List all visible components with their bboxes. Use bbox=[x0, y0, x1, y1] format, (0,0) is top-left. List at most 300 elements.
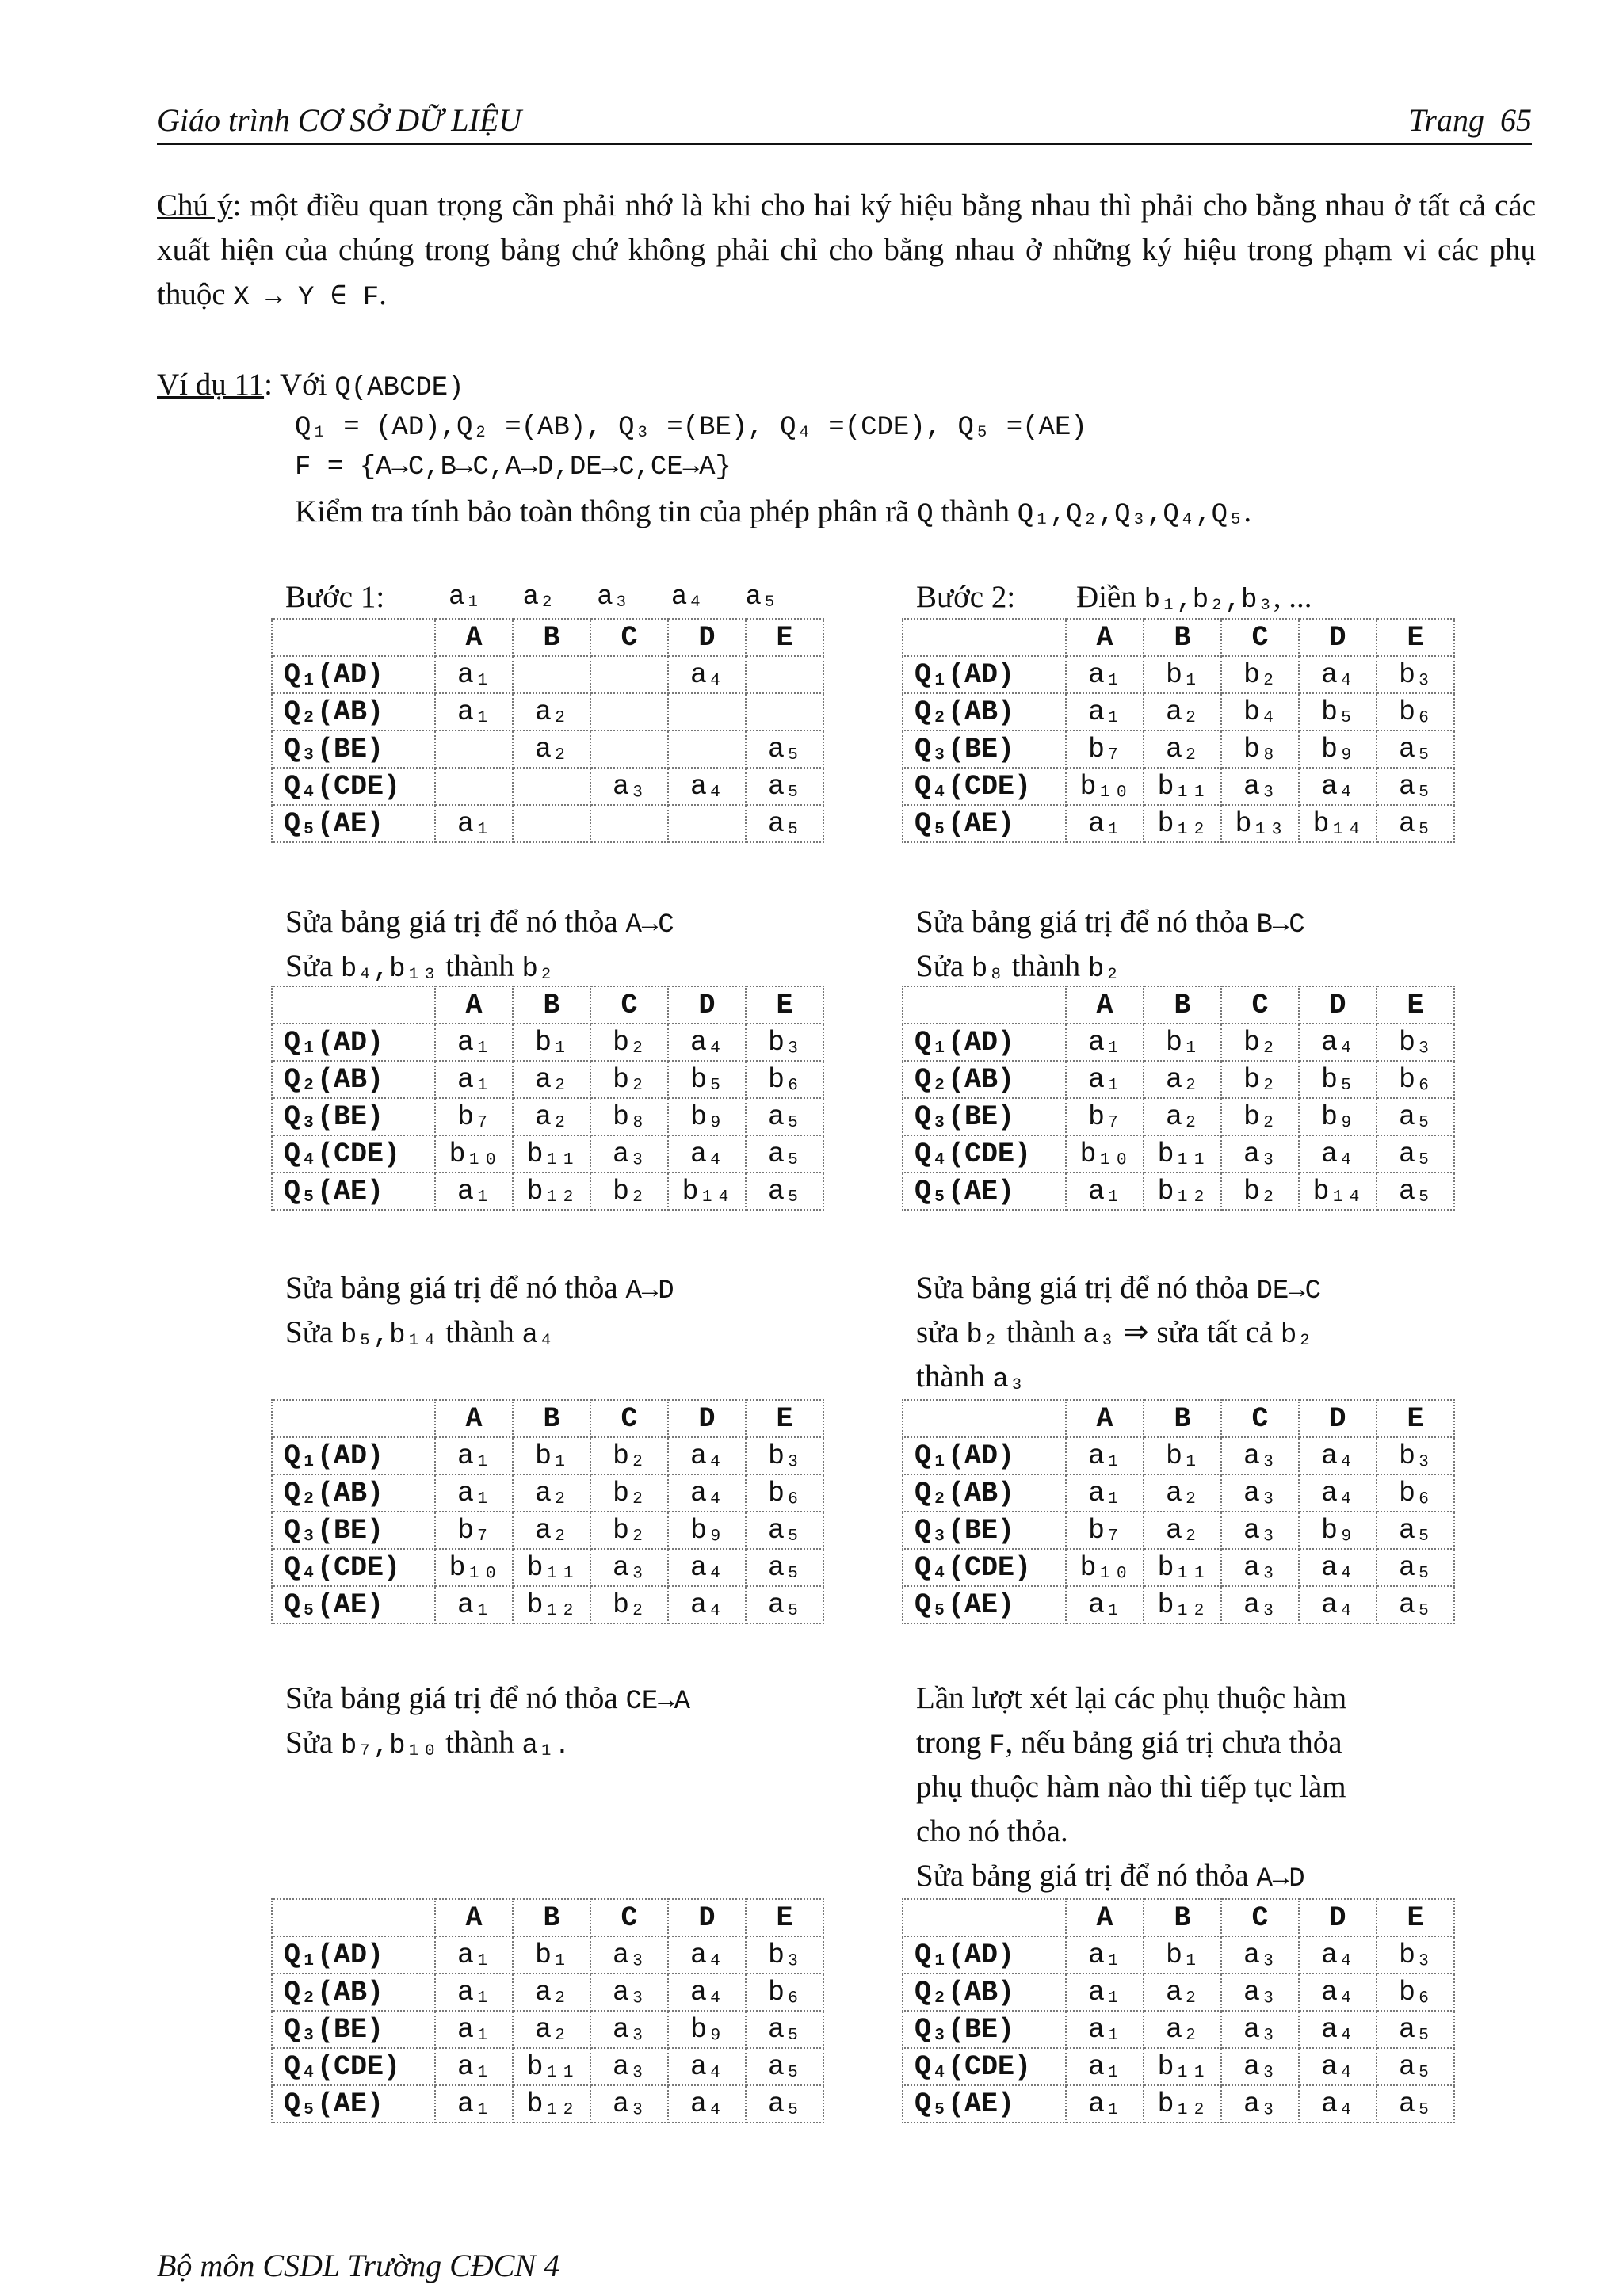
table-row bbox=[272, 1549, 823, 1586]
table-cell: a₁ bbox=[435, 656, 513, 693]
table-cell: b₁₀ bbox=[1066, 768, 1144, 805]
column-header bbox=[272, 1899, 435, 1936]
table-cell: a₃ bbox=[1221, 2085, 1299, 2122]
table-cell: a₁ bbox=[435, 1586, 513, 1623]
row-label: Q₄(CDE) bbox=[903, 1549, 1066, 1586]
table-cell: b₁₄ bbox=[668, 1173, 746, 1210]
table-row bbox=[272, 693, 823, 730]
table-row bbox=[903, 1512, 1454, 1549]
row-label: Q₄(CDE) bbox=[903, 768, 1066, 805]
table-cell: b₇ bbox=[435, 1512, 513, 1549]
table-cell: b₁₁ bbox=[1144, 1135, 1221, 1173]
row-label: Q₁(AD) bbox=[903, 1936, 1066, 1974]
table-cell: a₅ bbox=[746, 1098, 823, 1135]
table-row bbox=[272, 2011, 823, 2048]
row-label: Q₅(AE) bbox=[272, 805, 435, 842]
row-label: Q₂(AB) bbox=[272, 1061, 435, 1098]
column-header bbox=[903, 1899, 1066, 1936]
table-row bbox=[272, 1173, 823, 1210]
table-cell: b₆ bbox=[1377, 1474, 1454, 1512]
row-label: Q₃(BE) bbox=[272, 730, 435, 768]
table-cell: a₂ bbox=[513, 1061, 590, 1098]
step5-line1: Sửa bảng giá trị để nó thỏa A→D bbox=[285, 1271, 674, 1306]
row-label: Q₂(AB) bbox=[903, 1974, 1066, 2011]
table-cell: b₅ bbox=[668, 1061, 746, 1098]
row-label: Q₃(BE) bbox=[903, 1512, 1066, 1549]
column-header: D bbox=[1299, 1899, 1377, 1936]
table-cell: b₆ bbox=[1377, 1061, 1454, 1098]
table-cell: a₅ bbox=[746, 2011, 823, 2048]
table-cell: b₄ bbox=[1221, 693, 1299, 730]
table-cell: b₁₄ bbox=[1299, 1173, 1377, 1210]
table-cell: b₁₁ bbox=[1144, 768, 1221, 805]
table-cell bbox=[513, 768, 590, 805]
table-row bbox=[272, 1024, 823, 1061]
table-cell: a₄ bbox=[668, 1549, 746, 1586]
table-cell: b₁ bbox=[1144, 656, 1221, 693]
table-cell bbox=[590, 805, 668, 842]
table-cell: a₅ bbox=[1377, 1135, 1454, 1173]
row-label: Q₁(AD) bbox=[903, 1024, 1066, 1061]
table-row bbox=[272, 768, 823, 805]
table-cell: a₁ bbox=[435, 1173, 513, 1210]
table-cell: a₃ bbox=[590, 2048, 668, 2085]
page-number: Trang 65 bbox=[1408, 102, 1532, 138]
column-header: A bbox=[435, 1899, 513, 1936]
table-header-row bbox=[272, 986, 823, 1024]
row-label: Q₁(AD) bbox=[272, 656, 435, 693]
table-cell: a₃ bbox=[1221, 1135, 1299, 1173]
table-cell: b₈ bbox=[1221, 730, 1299, 768]
column-header: C bbox=[590, 619, 668, 656]
table-cell: b₉ bbox=[668, 1512, 746, 1549]
table-cell: a₁ bbox=[1066, 1474, 1144, 1512]
step6-line1: Sửa bảng giá trị để nó thỏa DE→C bbox=[916, 1271, 1322, 1306]
table-cell: b₂ bbox=[590, 1586, 668, 1623]
table-cell bbox=[746, 693, 823, 730]
column-header: A bbox=[1066, 1899, 1144, 1936]
table-cell: b₂ bbox=[1221, 1098, 1299, 1135]
table-cell: b₉ bbox=[1299, 730, 1377, 768]
table-row bbox=[903, 768, 1454, 805]
table-cell: a₂ bbox=[513, 1512, 590, 1549]
row-label: Q₁(AD) bbox=[903, 656, 1066, 693]
column-header bbox=[903, 986, 1066, 1024]
column-header bbox=[903, 1400, 1066, 1437]
table-row bbox=[903, 805, 1454, 842]
row-label: Q₄(CDE) bbox=[272, 1135, 435, 1173]
table-cell: a₄ bbox=[1299, 1586, 1377, 1623]
table-cell: b₁₁ bbox=[513, 2048, 590, 2085]
table-cell: a₄ bbox=[668, 1437, 746, 1474]
table-cell: b₅ bbox=[1299, 1061, 1377, 1098]
row-label: Q₄(CDE) bbox=[272, 1549, 435, 1586]
column-header: C bbox=[1221, 986, 1299, 1024]
table-cell: b₃ bbox=[1377, 1437, 1454, 1474]
table-cell: b₁₁ bbox=[1144, 2048, 1221, 2085]
row-label: Q₃(BE) bbox=[903, 730, 1066, 768]
table-cell: a₂ bbox=[1144, 1474, 1221, 1512]
table-cell: a₅ bbox=[746, 730, 823, 768]
table-cell: a₃ bbox=[1221, 1586, 1299, 1623]
table-cell: b₆ bbox=[746, 1974, 823, 2011]
table-row bbox=[272, 656, 823, 693]
table-cell: a₂ bbox=[1144, 693, 1221, 730]
table-cell: b₁ bbox=[1144, 1437, 1221, 1474]
table-cell: a₄ bbox=[668, 1936, 746, 1974]
column-header: D bbox=[1299, 986, 1377, 1024]
table-cell: a₅ bbox=[1377, 805, 1454, 842]
table-cell: a₄ bbox=[1299, 1437, 1377, 1474]
table-cell: b₂ bbox=[590, 1474, 668, 1512]
table-row bbox=[272, 2048, 823, 2085]
table-row bbox=[272, 805, 823, 842]
table-row bbox=[903, 2085, 1454, 2122]
table-header-row bbox=[272, 1899, 823, 1936]
row-label: Q₂(AB) bbox=[272, 1974, 435, 2011]
row-label: Q₂(AB) bbox=[903, 1061, 1066, 1098]
note-code: X → Y ∈ F bbox=[233, 283, 380, 313]
table-cell: a₄ bbox=[1299, 1024, 1377, 1061]
row-label: Q₄(CDE) bbox=[272, 2048, 435, 2085]
table-cell: b₁₀ bbox=[1066, 1135, 1144, 1173]
row-label: Q₄(CDE) bbox=[903, 2048, 1066, 2085]
column-header: C bbox=[590, 1899, 668, 1936]
table-cell: a₄ bbox=[668, 1135, 746, 1173]
table-cell: a₅ bbox=[1377, 1549, 1454, 1586]
table-cell: a₂ bbox=[1144, 1974, 1221, 2011]
table-cell: a₅ bbox=[746, 1549, 823, 1586]
table-cell: a₄ bbox=[668, 1024, 746, 1061]
table-cell: a₁ bbox=[1066, 2085, 1144, 2122]
table-row bbox=[272, 1135, 823, 1173]
table-cell: a₁ bbox=[435, 693, 513, 730]
table-cell: a₃ bbox=[590, 2011, 668, 2048]
step6-line3: thành a₃ bbox=[916, 1360, 1025, 1395]
column-header: E bbox=[746, 1899, 823, 1936]
note-paragraph: Chú ý: một điều quan trọng cần phải nhớ là khi cho hai ký hiệu bằng nhau thì phải cho bằng nhau ở tất cả các xuất hiện của chúng trong bảng chứ không phải chỉ cho bằng nhau ở những ký hiệu trong phạm vi các phụ thuộc X → Y ∈ F. bbox=[157, 189, 1536, 313]
column-header: B bbox=[1144, 619, 1221, 656]
table-cell: a₃ bbox=[590, 2085, 668, 2122]
table-cell: a₃ bbox=[1221, 1974, 1299, 2011]
row-label: Q₅(AE) bbox=[272, 1586, 435, 1623]
table-row bbox=[903, 693, 1454, 730]
table-cell: a₃ bbox=[1221, 2011, 1299, 2048]
table-cell: b₂ bbox=[590, 1061, 668, 1098]
table-cell: a₄ bbox=[1299, 1549, 1377, 1586]
table-cell: b₁₀ bbox=[435, 1135, 513, 1173]
table-cell bbox=[513, 656, 590, 693]
table-cell: a₅ bbox=[746, 1135, 823, 1173]
row-label: Q₁(AD) bbox=[272, 1024, 435, 1061]
step8-line2: trong F, nếu bảng giá trị chưa thỏa bbox=[916, 1726, 1342, 1761]
step1-vars: a₁ a₂ a₃ a₄ a₅ bbox=[449, 582, 778, 612]
table-cell: a₄ bbox=[1299, 1974, 1377, 2011]
table-cell: b₃ bbox=[746, 1936, 823, 1974]
step7-line1: Sửa bảng giá trị để nó thỏa CE→A bbox=[285, 1681, 691, 1717]
row-label: Q₅(AE) bbox=[903, 1173, 1066, 1210]
table-header-row bbox=[903, 1400, 1454, 1437]
table-cell: a₄ bbox=[1299, 1135, 1377, 1173]
table-cell: a₅ bbox=[1377, 1586, 1454, 1623]
table-cell: b₂ bbox=[590, 1437, 668, 1474]
step1-label: Bước 1: bbox=[285, 580, 385, 614]
table-cell: a₄ bbox=[668, 2048, 746, 2085]
table-row bbox=[903, 1474, 1454, 1512]
table-cell: b₁₄ bbox=[1299, 805, 1377, 842]
table-cell: a₁ bbox=[435, 1974, 513, 2011]
table-cell: b₂ bbox=[1221, 1173, 1299, 1210]
table-cell: a₃ bbox=[1221, 1474, 1299, 1512]
table-cell: a₁ bbox=[1066, 2048, 1144, 2085]
table-cell: a₄ bbox=[668, 1974, 746, 2011]
table-row bbox=[903, 730, 1454, 768]
table-cell: a₅ bbox=[746, 1173, 823, 1210]
table-cell: a₄ bbox=[1299, 656, 1377, 693]
row-label: Q₅(AE) bbox=[903, 2085, 1066, 2122]
table-cell: b₆ bbox=[1377, 1974, 1454, 2011]
column-header: E bbox=[746, 1400, 823, 1437]
table-cell: a₄ bbox=[668, 768, 746, 805]
table-row bbox=[272, 2085, 823, 2122]
table-cell: a₅ bbox=[746, 2048, 823, 2085]
table-cell: a₅ bbox=[746, 1512, 823, 1549]
column-header: B bbox=[513, 986, 590, 1024]
table-cell: a₁ bbox=[1066, 1586, 1144, 1623]
table-cell: a₂ bbox=[1144, 730, 1221, 768]
table-cell: b₁₂ bbox=[1144, 1173, 1221, 1210]
decomposition-line: Q₁ = (AD),Q₂ =(AB), Q₃ =(BE), Q₄ =(CDE), Q₅ =(AE) bbox=[295, 413, 1087, 443]
row-label: Q₅(AE) bbox=[903, 805, 1066, 842]
column-header: E bbox=[746, 619, 823, 656]
column-header: A bbox=[435, 986, 513, 1024]
column-header: E bbox=[1377, 1400, 1454, 1437]
column-header: B bbox=[513, 1899, 590, 1936]
row-label: Q₃(BE) bbox=[272, 1098, 435, 1135]
column-header: B bbox=[1144, 1400, 1221, 1437]
step5-line2: Sửa b₅,b₁₄ thành a₄ bbox=[285, 1315, 555, 1351]
table-cell: b₁₀ bbox=[435, 1549, 513, 1586]
table-cell: a₁ bbox=[435, 2048, 513, 2085]
table-cell: a₁ bbox=[1066, 1061, 1144, 1098]
table-cell: a₂ bbox=[513, 2011, 590, 2048]
table-cell: b₁ bbox=[1144, 1936, 1221, 1974]
tableau-table-5 bbox=[271, 1399, 824, 1624]
table-cell: b₁ bbox=[513, 1437, 590, 1474]
table-cell bbox=[590, 730, 668, 768]
table-row bbox=[272, 1061, 823, 1098]
column-header: A bbox=[1066, 986, 1144, 1024]
table-cell: b₃ bbox=[1377, 1024, 1454, 1061]
table-cell bbox=[590, 656, 668, 693]
table-cell: a₁ bbox=[435, 1474, 513, 1512]
table-cell: a₅ bbox=[746, 1586, 823, 1623]
column-header: A bbox=[435, 619, 513, 656]
table-row bbox=[272, 1474, 823, 1512]
step3-line2: Sửa b₄,b₁₃ thành b₂ bbox=[285, 949, 555, 985]
table-cell: a₅ bbox=[1377, 1512, 1454, 1549]
table-cell: b₇ bbox=[1066, 1098, 1144, 1135]
table-cell bbox=[668, 693, 746, 730]
table-cell: b₁₂ bbox=[513, 1586, 590, 1623]
table-cell: b₁₂ bbox=[513, 2085, 590, 2122]
table-header-row bbox=[272, 619, 823, 656]
table-row bbox=[903, 2048, 1454, 2085]
column-header: A bbox=[1066, 1400, 1144, 1437]
table-cell: a₁ bbox=[1066, 2011, 1144, 2048]
column-header: E bbox=[1377, 619, 1454, 656]
column-header: B bbox=[1144, 986, 1221, 1024]
table-cell: b₃ bbox=[746, 1024, 823, 1061]
table-cell bbox=[668, 805, 746, 842]
table-cell: b₆ bbox=[746, 1474, 823, 1512]
table-cell: a₁ bbox=[1066, 693, 1144, 730]
table-cell: b₁ bbox=[513, 1024, 590, 1061]
table-cell: b₁₂ bbox=[1144, 1586, 1221, 1623]
table-cell: a₂ bbox=[513, 1098, 590, 1135]
table-row bbox=[903, 1549, 1454, 1586]
table-cell: a₃ bbox=[590, 1936, 668, 1974]
table-row bbox=[272, 730, 823, 768]
table-cell: b₂ bbox=[1221, 1061, 1299, 1098]
table-cell: a₁ bbox=[1066, 1974, 1144, 2011]
table-cell: a₃ bbox=[590, 1135, 668, 1173]
row-label: Q₁(AD) bbox=[903, 1437, 1066, 1474]
table-cell: b₉ bbox=[1299, 1512, 1377, 1549]
column-header: C bbox=[1221, 1400, 1299, 1437]
table-row bbox=[272, 1437, 823, 1474]
table-cell: a₁ bbox=[1066, 1024, 1144, 1061]
table-header-row bbox=[903, 1899, 1454, 1936]
column-header: B bbox=[513, 1400, 590, 1437]
tableau-table-3 bbox=[271, 986, 824, 1211]
table-cell: a₅ bbox=[746, 768, 823, 805]
row-label: Q₄(CDE) bbox=[903, 1135, 1066, 1173]
table-cell: b₇ bbox=[1066, 1512, 1144, 1549]
column-header: B bbox=[513, 619, 590, 656]
table-cell: a₅ bbox=[746, 805, 823, 842]
table-cell: a₄ bbox=[1299, 1474, 1377, 1512]
table-cell: a₄ bbox=[1299, 2048, 1377, 2085]
column-header: D bbox=[1299, 619, 1377, 656]
table-cell bbox=[746, 656, 823, 693]
table-cell: a₂ bbox=[1144, 1098, 1221, 1135]
table-cell: b₂ bbox=[1221, 1024, 1299, 1061]
column-header bbox=[272, 619, 435, 656]
table-row bbox=[903, 1024, 1454, 1061]
table-cell: a₅ bbox=[1377, 2048, 1454, 2085]
table-cell: a₄ bbox=[1299, 2085, 1377, 2122]
tableau-table-6 bbox=[902, 1399, 1455, 1624]
row-label: Q₃(BE) bbox=[903, 2011, 1066, 2048]
table-cell: b₂ bbox=[590, 1512, 668, 1549]
table-cell: a₃ bbox=[590, 1974, 668, 2011]
step3-line1: Sửa bảng giá trị để nó thỏa A→C bbox=[285, 905, 674, 940]
page-footer: Bộ môn CSDL Trường CĐCN 4 bbox=[157, 2248, 560, 2283]
row-label: Q₃(BE) bbox=[903, 1098, 1066, 1135]
column-header: A bbox=[435, 1400, 513, 1437]
table-cell: a₁ bbox=[435, 2011, 513, 2048]
table-cell bbox=[590, 693, 668, 730]
table-cell: b₁₁ bbox=[513, 1549, 590, 1586]
column-header: D bbox=[668, 1400, 746, 1437]
row-label: Q₃(BE) bbox=[272, 1512, 435, 1549]
column-header: A bbox=[1066, 619, 1144, 656]
table-row bbox=[903, 2011, 1454, 2048]
row-label: Q₂(AB) bbox=[272, 1474, 435, 1512]
table-cell: a₂ bbox=[1144, 1512, 1221, 1549]
table-cell: b₂ bbox=[1221, 656, 1299, 693]
table-cell: a₁ bbox=[435, 1061, 513, 1098]
table-row bbox=[272, 1586, 823, 1623]
step8-line4: cho nó thỏa. bbox=[916, 1814, 1068, 1848]
table-cell: a₄ bbox=[1299, 768, 1377, 805]
table-cell: a₂ bbox=[513, 693, 590, 730]
table-cell: a₂ bbox=[513, 1474, 590, 1512]
table-cell: a₃ bbox=[1221, 2048, 1299, 2085]
table-cell: a₂ bbox=[513, 1974, 590, 2011]
row-label: Q₅(AE) bbox=[903, 1586, 1066, 1623]
column-header: D bbox=[668, 1899, 746, 1936]
table-cell: a₁ bbox=[435, 1437, 513, 1474]
table-row bbox=[272, 1974, 823, 2011]
tableau-table-8 bbox=[902, 1898, 1455, 2123]
table-cell: a₅ bbox=[1377, 2011, 1454, 2048]
table-cell bbox=[513, 805, 590, 842]
table-cell: b₇ bbox=[435, 1098, 513, 1135]
table-row bbox=[903, 1936, 1454, 1974]
step7-line2: Sửa b₇,b₁₀ thành a₁. bbox=[285, 1726, 571, 1761]
table-cell bbox=[435, 730, 513, 768]
row-label: Q₂(AB) bbox=[272, 693, 435, 730]
row-label: Q₄(CDE) bbox=[272, 768, 435, 805]
table-cell: b₁₀ bbox=[1066, 1549, 1144, 1586]
table-cell: a₂ bbox=[513, 730, 590, 768]
column-header: D bbox=[668, 619, 746, 656]
row-label: Q₂(AB) bbox=[903, 1474, 1066, 1512]
step8-line1: Lần lượt xét lại các phụ thuộc hàm bbox=[916, 1681, 1347, 1715]
table-cell: a₂ bbox=[1144, 1061, 1221, 1098]
column-header: E bbox=[1377, 1899, 1454, 1936]
column-header bbox=[903, 619, 1066, 656]
table-row bbox=[272, 1936, 823, 1974]
table-header-row bbox=[903, 619, 1454, 656]
table-cell: a₁ bbox=[435, 805, 513, 842]
table-row bbox=[903, 1061, 1454, 1098]
row-label: Q₁(AD) bbox=[272, 1437, 435, 1474]
table-cell: a₃ bbox=[1221, 1437, 1299, 1474]
table-cell: b₁₂ bbox=[1144, 2085, 1221, 2122]
table-cell: a₅ bbox=[1377, 1098, 1454, 1135]
table-row bbox=[272, 1098, 823, 1135]
table-cell: a₄ bbox=[1299, 2011, 1377, 2048]
table-cell: b₁₁ bbox=[1144, 1549, 1221, 1586]
row-label: Q₅(AE) bbox=[272, 2085, 435, 2122]
table-cell: a₁ bbox=[1066, 656, 1144, 693]
table-cell: a₃ bbox=[1221, 1936, 1299, 1974]
table-cell: b₁₃ bbox=[1221, 805, 1299, 842]
column-header: D bbox=[668, 986, 746, 1024]
column-header: E bbox=[1377, 986, 1454, 1024]
row-label: Q₁(AD) bbox=[272, 1936, 435, 1974]
table-cell: a₃ bbox=[1221, 1512, 1299, 1549]
example-heading: Ví dụ 11: Với Q(ABCDE) bbox=[157, 368, 464, 403]
table-cell: a₁ bbox=[1066, 805, 1144, 842]
table-cell: a₁ bbox=[1066, 1936, 1144, 1974]
column-header: E bbox=[746, 986, 823, 1024]
row-label: Q₂(AB) bbox=[903, 693, 1066, 730]
column-header: C bbox=[590, 1400, 668, 1437]
